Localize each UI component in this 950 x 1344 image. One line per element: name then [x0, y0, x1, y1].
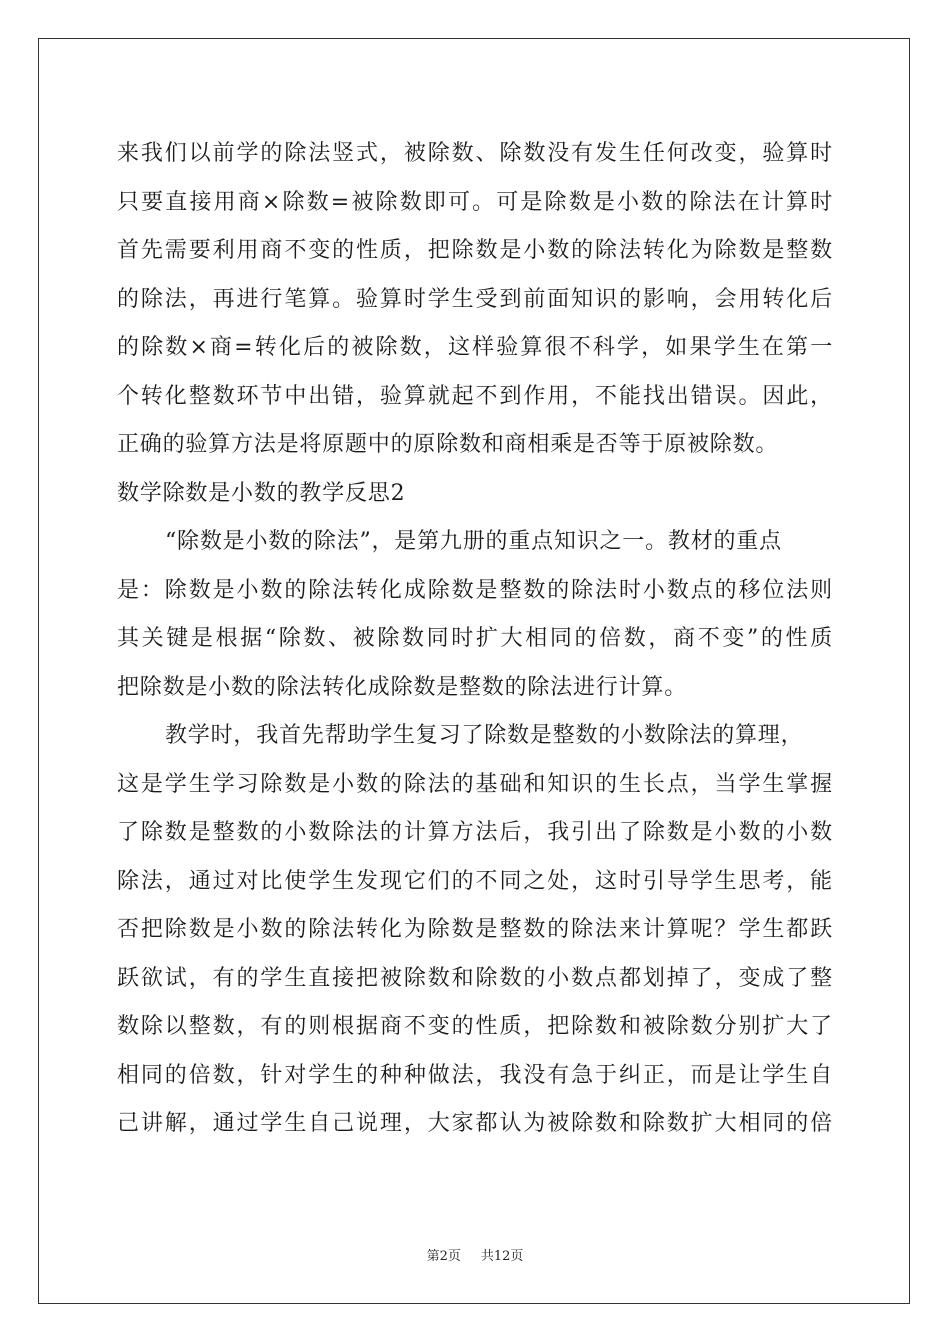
- paragraph-start-line: “除数是小数的除法”，是第九册的重点知识之一。教材的重点: [165, 529, 782, 554]
- page-footer: [0, 1245, 950, 1264]
- text-line: 只要直接用商×除数=被除数即可。可是除数是小数的除法在计算时: [117, 189, 833, 215]
- text-line: 的除数×商=转化后的被除数，这样验算很不科学，如果学生在第一: [117, 335, 833, 360]
- text-line: 跃欲试，有的学生直接把被除数和除数的小数点都划掉了，变成了整: [117, 965, 833, 991]
- text-line: 了除数是整数的小数除法的计算方法后，我引出了除数是小数的小数: [117, 820, 833, 845]
- text-line: 数除以整数，有的则根据商不变的性质，把除数和被除数分别扩大了: [117, 1014, 833, 1039]
- section-heading: 数学除数是小数的教学反思2: [117, 480, 406, 506]
- text-line: 的除法，再进行笔算。验算时学生受到前面知识的影响，会用转化后: [117, 286, 833, 312]
- text-line: 个转化整数环节中出错，验算就起不到作用，不能找出错误。因此，: [117, 383, 833, 409]
- page-number: 第2页: [426, 1249, 461, 1264]
- text-line: 相同的倍数，针对学生的种种做法，我没有急于纠正，而是让学生自: [117, 1062, 833, 1088]
- text-line: 是：除数是小数的除法转化成除数是整数的除法时小数点的移位法则: [117, 577, 833, 603]
- text-line: 除法，通过对比使学生发现它们的不同之处，这时引导学生思考，能: [117, 868, 833, 894]
- text-line: 来我们以前学的除法竖式，被除数、除数没有发生任何改变，验算时: [117, 141, 833, 166]
- text-line: 首先需要利用商不变的性质，把除数是小数的除法转化为除数是整数: [117, 238, 833, 263]
- document-body: [117, 130, 833, 1149]
- text-line: 这是学生学习除数是小数的除法的基础和知识的生长点，当学生掌握: [117, 771, 833, 797]
- text-line: 正确的验算方法是将原题中的原除数和商相乘是否等于原被除数。: [117, 432, 779, 457]
- text-line: 己讲解，通过学生自己说理，大家都认为被除数和除数扩大相同的倍: [117, 1111, 833, 1136]
- paragraph-start-line: 教学时，我首先帮助学生复习了除数是整数的小数除法的算理，: [165, 723, 804, 748]
- text-line: 其关键是根据“除数、被除数同时扩大相同的倍数，商不变”的性质: [117, 626, 833, 651]
- text-line: 把除数是小数的除法转化成除数是整数的除法进行计算。: [117, 674, 688, 700]
- page-total: 共12页: [480, 1249, 524, 1264]
- text-line: 否把除数是小数的除法转化为除数是整数的除法来计算呢？学生都跃: [117, 917, 833, 942]
